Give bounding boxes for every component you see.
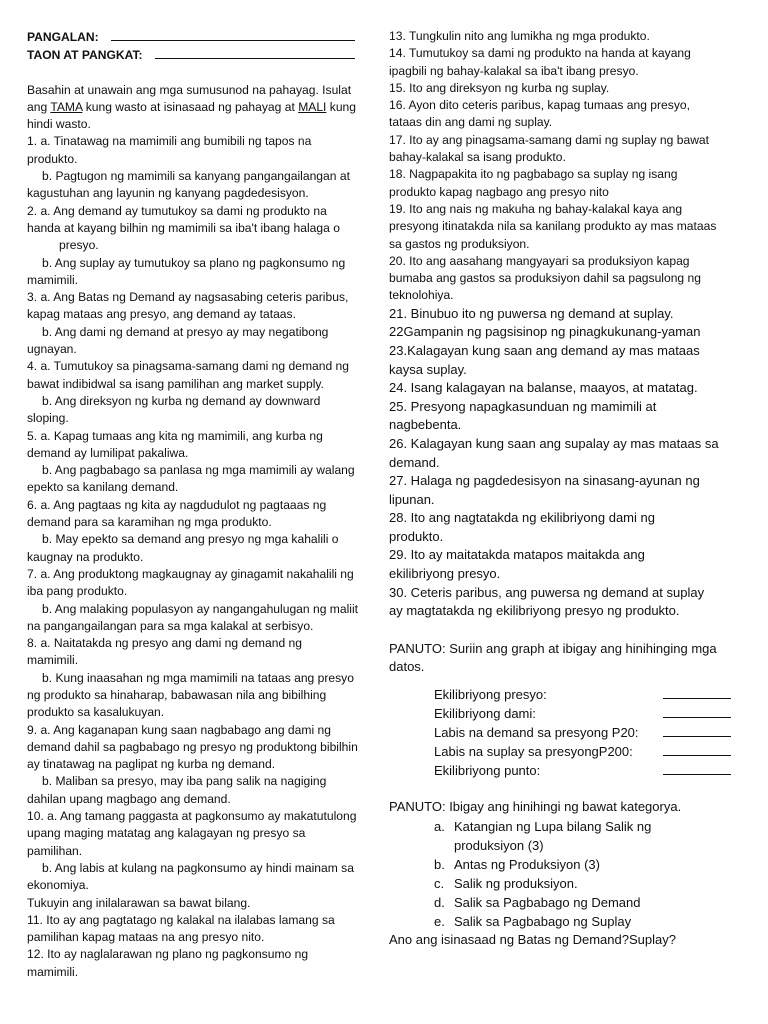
question-line: lipunan. (389, 491, 435, 507)
mali-word: MALI (298, 99, 327, 114)
question-line: 8. a. Naitatakda ng presyo ang dami ng demand ng (27, 636, 302, 651)
question-line: 3. a. Ang Batas ng Demand ay nagsasabing ceteris paribus, (27, 290, 349, 305)
question-line: 2. a. Ang demand ay tumutukoy sa dami ng produkto na (27, 203, 327, 218)
category-letter: b. (434, 856, 445, 872)
question-line: 15. Ito ang direksyon ng kurba ng suplay. (389, 80, 610, 95)
question-line: bumaba ang gastos sa produksiyon dahil sa pagsulong ng (389, 271, 701, 286)
question-line: b. May epekto sa demand ang presyo ng mga kahalili o (42, 532, 339, 547)
question-line: 27. Halaga ng pagdedesisyon na sinasang-ayunan ng (389, 473, 700, 489)
question-line: 23.Kalagayan kung saan ang demand ay mas mataas (389, 342, 700, 358)
graph-item-row (389, 742, 737, 761)
graph-item-row (389, 761, 737, 780)
question-line: 16. Ayon dito ceteris paribus, kapag tumaas ang presyo, (389, 98, 690, 113)
grade-field (27, 46, 373, 64)
category-letter: c. (434, 875, 445, 891)
question-line: demand. (389, 454, 440, 470)
question-line: demand dahil sa pagbabago ng presyo ng produktong bibilhin (27, 739, 358, 754)
category-letter: e. (434, 913, 445, 929)
question-line: ugnayan. (27, 342, 77, 357)
question-line: ay magtatakda ng ekilibriyong presyo ng produkto. (389, 603, 680, 619)
question-line: iba pang produkto. (27, 584, 128, 599)
question-line: b. Kung inaasahan ng mga mamimili na tataas ang presyo (42, 670, 354, 685)
question-line: 4. a. Tumutukoy sa pinagsama-samang dami ng demand ng (27, 359, 350, 374)
question-line: ekilibriyong presyo. (389, 566, 501, 582)
grade-blank-line[interactable] (155, 46, 355, 59)
graph-item-label: Labis na demand sa presyong P20: (434, 725, 639, 741)
question-line: 20. Ito ang aasahang mangyayari sa produksiyon kapag (389, 253, 690, 268)
question-line: teknolohiya. (389, 288, 454, 303)
question-line: tataas din ang dami ng suplay. (389, 115, 553, 130)
question-line: demand para sa karamihan ng mga produkto. (27, 515, 272, 530)
category-text: Antas ng Produksiyon (3) (454, 856, 600, 872)
question-line: pamilihan kapag mataas na ang presyo nito. (27, 930, 265, 945)
question-line: b. Ang suplay ay tumutukoy sa plano ng pagkonsumo ng (42, 255, 346, 270)
right-column (389, 28, 737, 949)
question-line: 14. Tumutukoy sa dami ng produkto na handa at kayang (389, 46, 691, 61)
answer-blank[interactable] (663, 742, 731, 756)
question-line: 17. Ito ay ang pinagsama-samang dami ng suplay ng bawat (389, 132, 710, 147)
question-line: mamimili. (27, 653, 79, 668)
section-instruction: Tukuyin ang inilalarawan sa bawat bilang. (27, 895, 251, 910)
question-line: na pangangailangan para sa mga kalakal at serbisyo. (27, 618, 314, 633)
question-line: 1. a. Tinatawag na mamimili ang bumibili ng tapos na (27, 134, 312, 149)
question-line: upang maging matatag ang kalagayan ng presyo sa (27, 826, 306, 841)
question-line: produkto. (27, 151, 78, 166)
question-line: handa at kayang bilhin ng mamimili sa iba't ibang halaga o (27, 220, 340, 235)
tama-word: TAMA (50, 99, 83, 114)
question-line: b. Ang direksyon ng kurba ng demand ay downward (42, 393, 321, 408)
question-line: kaugnay na produkto. (27, 549, 144, 564)
graph-item-row (389, 704, 737, 723)
question-line: bahay-kalakal sa isang produkto. (389, 150, 566, 165)
category-letter (434, 836, 454, 855)
category-item (389, 893, 737, 912)
question-line: ekonomiya. (27, 878, 89, 893)
question-line: produkto kapag nagbago ang presyo nito (389, 184, 609, 199)
category-item (389, 855, 737, 874)
question-line: b. Ang malaking populasyon ay nangangahulugan ng maliit (42, 601, 359, 616)
category-text: Salik ng produksiyon. (454, 875, 578, 891)
question-line: kapag mataas ang presyo, ang demand ay tataas. (27, 307, 296, 322)
question-line: 10. a. Ang tamang paggasta at pagkonsumo ay makatutulong (27, 809, 357, 824)
final-question: Ano ang isinasaad ng Batas ng Demand?Suplay? (389, 931, 676, 947)
name-blank-line[interactable] (111, 28, 355, 41)
question-line: produkto sa kasalukuyan. (27, 705, 165, 720)
name-field (27, 28, 373, 46)
question-line: ay tinatawag na paglipat ng kurba ng demand. (27, 757, 276, 772)
category-text: Salik sa Pagbabago ng Suplay (454, 913, 632, 929)
question-line: 7. a. Ang produktong magkaugnay ay ginagamit nakahalili ng (27, 566, 354, 581)
category-text: produksiyon (3) (454, 837, 544, 853)
name-label: PANGALAN: (27, 30, 99, 44)
question-line: 29. Ito ay maitatakda matapos maitakda ang (389, 547, 645, 563)
category-item (389, 874, 737, 893)
question-line: b. Pagtugon ng mamimili sa kanyang pangangailangan at (42, 169, 350, 184)
graph-instruction: datos. (389, 659, 425, 675)
category-letter: d. (434, 894, 445, 910)
left-column (27, 28, 373, 981)
question-line: presyo. (59, 238, 99, 253)
category-item (389, 817, 737, 836)
question-line: 11. Ito ay ang pagtatago ng kalakal na ilalabas lamang sa (27, 912, 335, 927)
category-item (389, 912, 737, 931)
question-line: 21. Binubuo ito ng puwersa ng demand at suplay. (389, 305, 674, 321)
question-line: 12. Ito ay naglalarawan ng plano ng pagkonsumo ng (27, 947, 309, 962)
question-line: ng produkto sa hinaharap, babawasan nila ang bibilhing (27, 687, 327, 702)
graph-item-label: Ekilibriyong presyo: (434, 687, 547, 703)
question-line: 26. Kalagayan kung saan ang supalay ay mas mataas sa (389, 435, 719, 451)
question-line: b. Ang labis at kulang na pagkonsumo ay hindi mainam sa (42, 860, 354, 875)
question-line: 22Gampanin ng pagsisinop ng pinagkukunang-yaman (389, 324, 701, 340)
question-line: kaysa suplay. (389, 361, 467, 377)
category-text: Salik sa Pagbabago ng Demand (454, 894, 641, 910)
instruction-line: ang TAMA kung wasto at isinasaad ng pahayag at MALI kung (27, 99, 357, 114)
question-line: 24. Isang kalagayan na balanse, maayos, at matatag. (389, 380, 698, 396)
question-line: b. Ang dami ng demand at presyo ay may negatibong (42, 324, 329, 339)
question-line: 13. Tungkulin nito ang lumikha ng mga produkto. (389, 29, 650, 43)
category-instruction: PANUTO: Ibigay ang hinihingi ng bawat kategorya. (389, 799, 682, 815)
graph-item-row (389, 685, 737, 704)
question-line: presyong itinatakda nila sa kanilang produkto ay mas mataas (389, 219, 717, 234)
question-line: b. Ang pagbabago sa panlasa ng mga mamimili ay walang (42, 463, 355, 478)
question-line: epekto sa kanilang demand. (27, 480, 179, 495)
graph-item-label: Ekilibriyong punto: (434, 763, 541, 779)
question-line: kagustuhan ang layunin ng kanyang pagdedesisyon. (27, 186, 309, 201)
category-item (389, 836, 737, 855)
question-line: ipagbili ng bahay-kalakal sa iba't ibang presyo. (389, 63, 639, 78)
answer-blank[interactable] (663, 704, 731, 718)
question-line: 5. a. Kapag tumaas ang kita ng mamimili, ang kurba ng (27, 428, 323, 443)
instruction-line: hindi wasto. (27, 117, 91, 132)
question-line: 25. Presyong napagkasunduan ng mamimili at (389, 398, 657, 414)
question-line: 28. Ito ang nagtatakda ng ekilibriyong dami ng (389, 510, 655, 526)
category-text: Katangian ng Lupa bilang Salik ng (454, 818, 652, 834)
graph-item-label: Ekilibriyong dami: (434, 706, 536, 722)
question-line: 30. Ceteris paribus, ang puwersa ng demand at suplay (389, 584, 705, 600)
graph-item-row (389, 723, 737, 742)
graph-instruction: PANUTO: Suriin ang graph at ibigay ang hinihinging mga (389, 640, 717, 656)
graph-item-label: Labis na suplay sa presyongP200: (434, 744, 633, 760)
question-line: pamilihan. (27, 843, 83, 858)
question-line: 18. Nagpapakita ito ng pagbabago sa suplay ng isang (389, 167, 678, 182)
question-line: mamimili. (27, 272, 79, 287)
question-line: bawat indibidwal sa isang pamilihan ang market supply. (27, 376, 324, 391)
question-line: nagbebenta. (389, 417, 462, 433)
question-line: dahilan upang magbago ang demand. (27, 791, 231, 806)
answer-blank[interactable] (663, 723, 731, 737)
instruction-line: Basahin at unawain ang mga sumusunod na pahayag. Isulat (27, 82, 352, 97)
question-line: mamimili. (27, 964, 79, 979)
question-line: demand ay lumilipat pakaliwa. (27, 445, 189, 460)
question-line: 6. a. Ang pagtaas ng kita ay nagdudulot ng pagtaaas ng (27, 497, 327, 512)
answer-blank[interactable] (663, 685, 731, 699)
question-line: produkto. (389, 528, 444, 544)
answer-blank[interactable] (663, 761, 731, 775)
question-line: sloping. (27, 411, 69, 426)
question-line: 9. a. Ang kaganapan kung saan nagbabago ang dami ng (27, 722, 331, 737)
question-line: b. Maliban sa presyo, may iba pang salik na nagiging (42, 774, 327, 789)
question-line: 19. Ito ang nais ng makuha ng bahay-kalakal kaya ang (389, 201, 683, 216)
grade-label: TAON AT PANGKAT: (27, 48, 143, 63)
question-line: sa gastos ng produksiyon. (389, 236, 530, 251)
category-letter: a. (434, 818, 445, 834)
